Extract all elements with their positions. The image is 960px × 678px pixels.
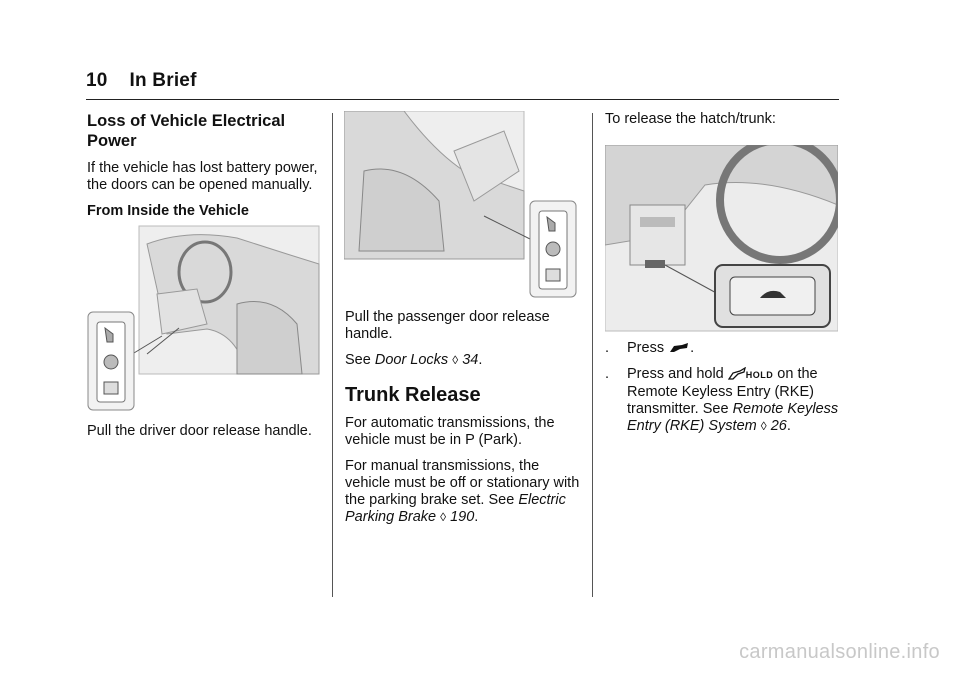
trunk-release-illustration (605, 145, 838, 333)
release-intro: To release the hatch/trunk: (605, 111, 776, 127)
column-3 (605, 111, 840, 128)
rke-system-link[interactable]: Remote Keyless Entry (RKE) System (627, 401, 839, 434)
watermark: carmanualsonline.info (739, 641, 940, 663)
parking-brake-link[interactable]: Electric Parking Brake (345, 492, 566, 525)
column-2 (345, 309, 585, 526)
trunk-remote-icon (728, 367, 746, 381)
trunk-release-heading: Trunk Release (345, 384, 481, 406)
automatic-transmission-text: For automatic transmissions, the vehicle must be in P (Park). (345, 415, 555, 448)
section-title: In Brief (129, 70, 197, 91)
passenger-door-caption: Pull the passenger door release handle. (345, 309, 550, 342)
door-locks-reference: See Door Locks ◊ 34. (345, 352, 483, 368)
inside-vehicle-subhead: From Inside the Vehicle (87, 203, 249, 219)
page-number: 10 (86, 70, 108, 91)
column-divider-1 (332, 113, 333, 597)
parking-brake-page[interactable]: 190 (450, 509, 475, 525)
column-divider-2 (592, 113, 593, 597)
page-ref-icon: ◊ (452, 353, 459, 367)
rke-system-page[interactable]: 26 (770, 418, 787, 434)
column-3-list (605, 340, 845, 435)
hold-label: HOLD (745, 370, 774, 380)
page-header (86, 70, 197, 92)
door-locks-link[interactable]: Door Locks (374, 352, 449, 368)
header-rule (86, 99, 839, 100)
list-item: . Press and hold HOLD on the Remote Keyless Entry (RKE) transmitter. See Remote Keyless Entry (RKE) System ◊ 26. (605, 366, 839, 434)
loss-power-text: If the vehicle has lost battery power, the doors can be opened manually. (87, 160, 318, 193)
driver-door-illustration (87, 224, 320, 412)
manual-transmission-text: For manual transmissions, the vehicle must be off or stationary with the parking brake set. See Electric Parking Brake ◊ 190. (345, 458, 580, 525)
column-1 (87, 111, 322, 220)
page-ref-icon: ◊ (760, 419, 767, 433)
page-ref-icon: ◊ (440, 510, 447, 524)
column-1-caption (87, 423, 322, 440)
loss-power-heading: Loss of Vehicle Electrical Power (87, 112, 286, 150)
list-item: . Press . (605, 340, 695, 356)
trunk-open-icon (668, 341, 690, 355)
driver-door-caption: Pull the driver door release handle. (87, 423, 312, 439)
passenger-door-illustration (344, 111, 577, 299)
door-locks-page[interactable]: 34 (462, 352, 479, 368)
